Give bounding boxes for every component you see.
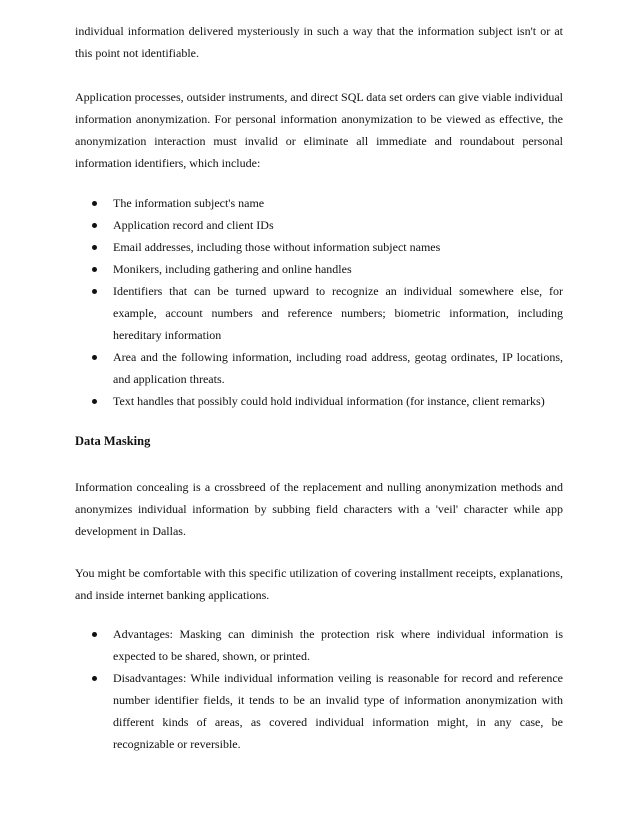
bullet-icon — [92, 223, 97, 228]
bullet-icon — [92, 632, 97, 637]
list-item — [0, 236, 638, 258]
list-item — [0, 623, 638, 667]
list-item — [0, 280, 638, 346]
paragraph-masking-definition: Information concealing is a crossbreed of the replacement and nulling anonymization methods and anonymizes individual information by subbing field characters with a 'veil' character while app development in Dallas. — [75, 480, 563, 538]
bullet-icon — [92, 201, 97, 206]
list-item — [0, 667, 638, 755]
bullet-icon — [92, 245, 97, 250]
list-item-text: Disadvantages: While individual information veiling is reasonable for record and reference number identifier fields, it tends to be an invalid type of information anonymization with different kinds of areas, as covered individual information might, in any case, be recognizable or reversible. — [113, 671, 563, 751]
list-item-text: The information subject's name — [113, 196, 265, 210]
identifiers-list — [0, 192, 638, 412]
list-item-text: Area and the following information, including road address, geotag ordinates, IP locations, and application threats. — [113, 350, 563, 386]
paragraph-masking-usage: You might be comfortable with this specific utilization of covering installment receipts, explanations, and inside internet banking applications. — [75, 566, 563, 602]
list-item-text: Text handles that possibly could hold individual information (for instance, client remarks) — [113, 394, 545, 408]
list-item — [0, 346, 638, 390]
list-item-text: Identifiers that can be turned upward to recognize an individual somewhere else, for example, account numbers and reference numbers; biometric information, including hereditary information — [113, 284, 563, 342]
list-item — [0, 258, 638, 280]
bullet-icon — [92, 355, 97, 360]
list-item — [0, 390, 638, 412]
list-item-text: Advantages: Masking can diminish the protection risk where individual information is expected to be shared, shown, or printed. — [113, 627, 563, 663]
bullet-icon — [92, 267, 97, 272]
list-item-text: Application record and client IDs — [113, 218, 274, 232]
bullet-icon — [92, 676, 97, 681]
bullet-icon — [92, 289, 97, 294]
list-item — [0, 192, 638, 214]
list-item-text: Monikers, including gathering and online handles — [113, 262, 352, 276]
bullet-icon — [92, 399, 97, 404]
section-heading: Data Masking — [75, 434, 151, 448]
paragraph-anonymization-methods: Application processes, outsider instruments, and direct SQL data set orders can give viable individual information anonymization. For personal information anonymization to be viewed as effective, the anonymization interaction must invalid or eliminate all immediate and roundabout personal information identifiers, which include: — [75, 90, 563, 170]
pros-cons-list — [0, 623, 638, 755]
list-item — [0, 214, 638, 236]
list-item-text: Email addresses, including those without information subject names — [113, 240, 441, 254]
paragraph-continuation: individual information delivered mysteriously in such a way that the information subject isn't or at this point not identifiable. — [75, 24, 563, 60]
